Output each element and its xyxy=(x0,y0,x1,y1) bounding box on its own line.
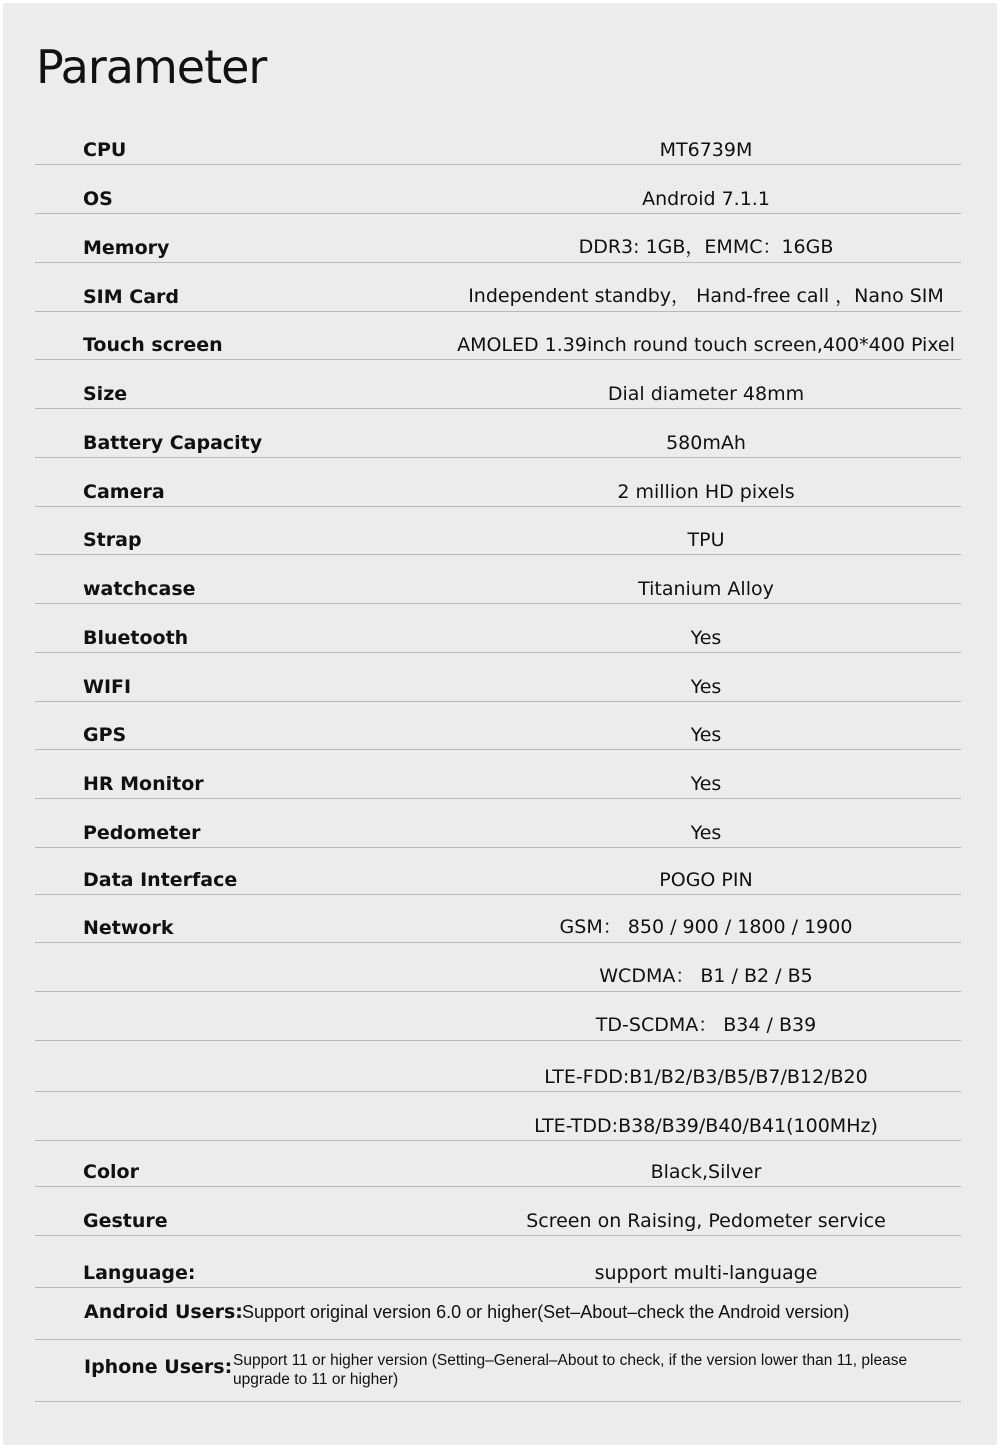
spec-value: Yes xyxy=(690,822,722,844)
spec-value: LTE-FDD:B1/B2/B3/B5/B7/B12/B20 xyxy=(544,1066,868,1088)
spec-row xyxy=(35,1141,961,1187)
spec-label: Pedometer xyxy=(83,822,201,844)
spec-row xyxy=(35,799,961,848)
spec-value: support multi-language xyxy=(594,1262,818,1284)
row-divider xyxy=(35,1287,961,1288)
spec-value: GSM： 850 / 900 / 1800 / 1900 xyxy=(559,916,853,938)
spec-value: Titanium Alloy xyxy=(638,578,774,600)
spec-value: TD-SCDMA： B34 / B39 xyxy=(595,1014,817,1036)
spec-row xyxy=(35,1092,961,1141)
iphone-users-label: Iphone Users: xyxy=(84,1356,233,1378)
spec-label: Size xyxy=(83,383,128,405)
spec-label: Data Interface xyxy=(83,869,238,891)
spec-value: TPU xyxy=(687,529,725,551)
spec-row xyxy=(35,1236,961,1288)
spec-label: HR Monitor xyxy=(83,773,204,795)
spec-value: 580mAh xyxy=(666,432,746,454)
iphone-users-text: Support 11 or higher version (Setting–General–About to check, if the version lower than 11, please upgrade to 11 or higher) xyxy=(233,1352,908,1388)
spec-row xyxy=(35,360,961,409)
spec-value: Android 7.1.1 xyxy=(642,188,770,210)
spec-row xyxy=(35,263,961,312)
spec-value: LTE-TDD:B38/B39/B40/B41(100MHz) xyxy=(534,1115,878,1137)
spec-label: Strap xyxy=(83,529,142,551)
spec-label: Battery Capacity xyxy=(83,432,263,454)
spec-value: Black,Silver xyxy=(650,1161,762,1183)
spec-label: Touch screen xyxy=(83,334,223,356)
spec-value: Yes xyxy=(690,627,722,649)
spec-value: Independent standby， Hand-free call ，Nano SIM xyxy=(468,285,944,307)
spec-value: Yes xyxy=(690,773,722,795)
spec-value: POGO PIN xyxy=(659,869,753,891)
spec-row xyxy=(35,604,961,653)
spec-row xyxy=(35,992,961,1041)
spec-label: Camera xyxy=(83,481,165,503)
spec-value: 2 million HD pixels xyxy=(617,481,795,503)
spec-row xyxy=(35,312,961,360)
android-users-text: Support original version 6.0 or higher(Set–About–check the Android version) xyxy=(242,1302,850,1322)
spec-label: OS xyxy=(83,188,113,210)
page-title: Parameter xyxy=(36,40,267,94)
spec-row xyxy=(35,555,961,604)
row-divider xyxy=(35,1401,961,1402)
spec-value: WCDMA： B1 / B2 / B5 xyxy=(599,965,813,987)
spec-value: DDR3: 1GB，EMMC：16GB xyxy=(578,236,834,258)
android-users-row xyxy=(35,1289,961,1340)
spec-row xyxy=(35,214,961,263)
iphone-users-row xyxy=(35,1340,961,1402)
spec-value: Dial diameter 48mm xyxy=(607,383,805,405)
spec-label: Memory xyxy=(83,237,170,259)
spec-value: Yes xyxy=(690,676,722,698)
spec-label: SIM Card xyxy=(83,286,180,308)
spec-row xyxy=(35,507,961,555)
spec-row xyxy=(35,409,961,458)
spec-value: Screen on Raising, Pedometer service xyxy=(526,1210,886,1232)
spec-label: CPU xyxy=(83,139,127,161)
spec-label: WIFI xyxy=(83,676,132,698)
spec-value: AMOLED 1.39inch round touch screen,400*400 Pixel xyxy=(457,334,955,356)
spec-label: Gesture xyxy=(83,1210,168,1232)
spec-value: Yes xyxy=(690,724,722,746)
spec-label: watchcase xyxy=(83,578,196,600)
spec-label: Network xyxy=(83,917,174,939)
spec-row xyxy=(35,895,961,943)
spec-row xyxy=(35,750,961,799)
spec-label: GPS xyxy=(83,724,127,746)
spec-row xyxy=(35,653,961,702)
spec-row xyxy=(35,1041,961,1092)
spec-row xyxy=(35,165,961,214)
spec-row xyxy=(35,702,961,750)
spec-row xyxy=(35,458,961,507)
spec-row xyxy=(35,118,961,165)
spec-row xyxy=(35,1187,961,1236)
spec-value: MT6739M xyxy=(659,139,753,161)
spec-row xyxy=(35,943,961,992)
spec-label: Bluetooth xyxy=(83,627,189,649)
spec-label: Color xyxy=(83,1161,139,1183)
spec-row xyxy=(35,848,961,895)
spec-label: Language: xyxy=(83,1262,196,1284)
android-users-label: Android Users: xyxy=(84,1301,243,1323)
